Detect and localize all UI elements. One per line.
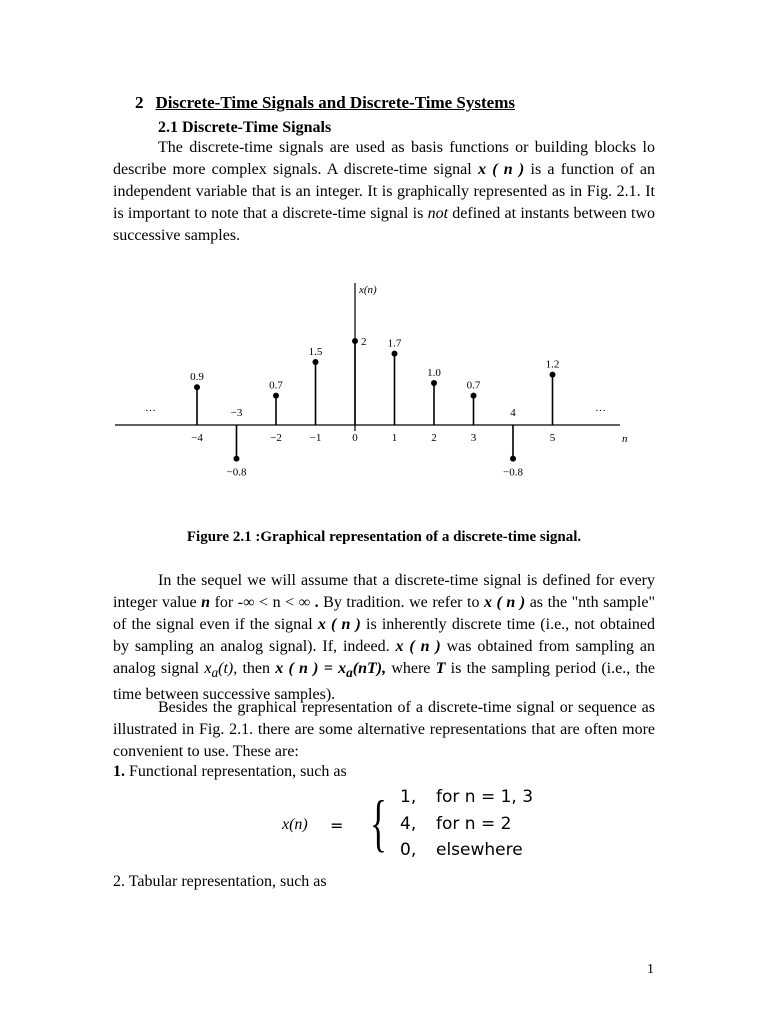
subscript: a [346,665,353,681]
case-condition: for n = 1, 3 [436,787,534,807]
tick-label: 0 [352,432,358,444]
text-run: for -∞ < n < [210,594,299,611]
text-run: The discrete-time signals are used as basis functions or building blocks lo describe more complex signals. A discrete-time signal [113,139,655,178]
tick-label: 4 [510,407,516,419]
text-run: was obtained from sampling an analog signal [113,638,656,677]
case-condition: for n = 2 [436,814,512,834]
symbol-xn: x ( n ) [317,616,361,633]
symbol-xn: x ( n ) [395,638,441,655]
case-value: 1, [400,787,417,807]
list-item-functional [113,763,347,781]
value-label: 1.7 [387,337,402,350]
formula-equals: = [330,816,344,835]
stem-marker [234,456,240,462]
y-axis-label: x(n) [359,284,377,296]
value-label: 1.2 [545,358,560,371]
stem-marker [471,393,477,399]
list-text: Functional representation, such as [125,763,347,780]
tick-label: 2 [431,432,437,444]
stem-marker [392,351,398,357]
figure-caption: Figure 2.1 :Graphical representation of a discrete-time signal. [186,529,582,545]
list-number: 1. [113,763,125,780]
symbol-n: n [201,594,211,611]
text-run: (nT), [352,660,387,677]
stem-marker [352,338,358,344]
section-number: 2 [135,93,144,112]
subscript: a [211,665,219,681]
x-axis-label: n [622,433,628,445]
value-label: 2 [361,336,367,348]
formula-lhs: x(n) [282,816,308,833]
stem-marker [510,456,516,462]
value-label: 1.5 [308,346,323,358]
stem-marker [313,359,319,365]
text-run: as the "nth sample" of the signal even if the signal [113,594,656,633]
symbol-sampling-eq [275,660,387,681]
ellipsis-left: ··· [145,405,156,417]
text-run: then [237,660,276,677]
stem-marker [550,372,556,378]
representations-paragraph [113,697,655,763]
stem-marker [431,380,437,386]
text-run: Besides the graphical representation of a discrete-time signal or sequence as illustrated in Fig. 2.1. there are some alternative representations that are often more convenient to use. These are: [113,699,655,760]
symbol-xa-t [204,660,238,681]
value-label: 1.0 [427,367,441,379]
tick-label: 3 [470,432,477,444]
symbol-xn: x ( n ) [484,594,526,611]
case-value: 4, [400,814,417,834]
section-title: Discrete-Time Signals and Discrete-Time Systems [155,93,515,112]
list-item-tabular: 2. Tabular representation, such as [113,873,327,890]
stem-marker [273,393,279,399]
formula-case [400,814,511,834]
section-heading [135,93,515,113]
text-run: (t), [218,660,238,677]
text-run: is the sampling period (i.e., the time between successive samples). [113,660,656,704]
value-label: 0.9 [190,371,204,384]
value-label: −0.8 [226,466,247,479]
emphasis-not: not [427,205,449,222]
text-run: defined at instants between two successive samples. [113,205,656,244]
page-number: 1 [647,962,654,977]
text-run: In the sequel we will assume that a discrete-time signal is defined for every integer value [113,572,655,611]
tick-label: −4 [191,432,203,444]
value-label: −0.8 [503,466,523,479]
ellipsis-right: ··· [595,405,606,417]
tick-label: −1 [309,432,322,444]
piecewise-formula [282,785,542,863]
text-run: x ( n ) = x [275,660,347,677]
case-value: 0, [400,840,417,860]
tick-label: 1 [391,432,398,444]
text-run: x [204,660,212,677]
value-label: 0.7 [466,379,481,392]
value-label: 0.7 [269,379,283,392]
tick-label: −2 [270,432,282,444]
formula-case [400,787,533,807]
stem-plot-figure [110,275,650,490]
text-run: By tradition. we refer to [318,594,485,611]
sequel-paragraph [113,570,655,706]
symbol-T: T [435,660,446,677]
text-run: where [386,660,436,677]
text-run: is inherently discrete time (i.e., not obtained by sampling an analog signal). If, indeed. [113,616,656,655]
case-condition: elsewhere [436,840,523,860]
symbol-infinity: ∞ . [298,594,319,611]
tick-label: 5 [549,432,556,444]
formula-case [400,840,523,860]
stem-marker [194,384,200,390]
symbol-xn: x ( n ) [477,161,525,178]
text-run: is a function of an independent variable that is an integer. It is graphically represented as in Fig. 2.1. It is important to note that a discrete-time signal is [113,161,655,222]
subsection-heading: 2.1 Discrete-Time Signals [158,119,332,136]
left-brace-icon: { [370,787,387,858]
intro-paragraph [113,137,655,247]
tick-label: −3 [230,407,243,419]
